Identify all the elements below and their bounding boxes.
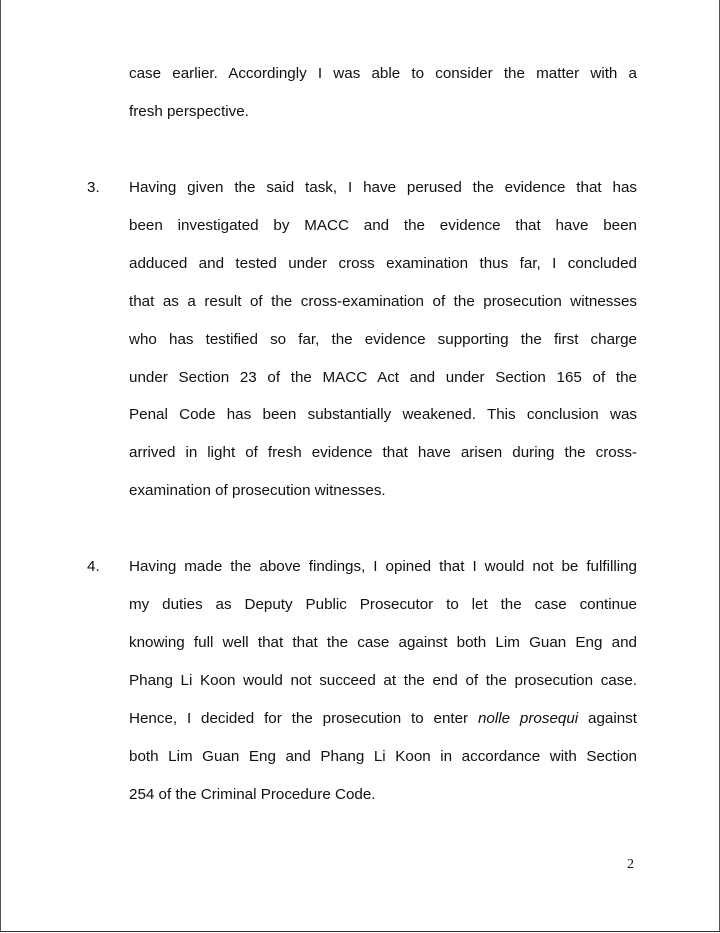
paragraph-number: 4.: [87, 558, 100, 575]
body-text-line: been investigated by MACC and the evidence that have been: [129, 217, 637, 234]
paragraph-number: 3.: [87, 179, 100, 196]
body-text-line: [129, 709, 637, 729]
body-text-line: Penal Code has been substantially weakened. This conclusion was: [129, 406, 637, 423]
body-text-line: adduced and tested under cross examination thus far, I concluded: [129, 255, 637, 272]
body-text-line: under Section 23 of the MACC Act and under Section 165 of the: [129, 369, 637, 386]
body-text-line: who has testified so far, the evidence supporting the first charge: [129, 331, 637, 348]
page-number: 2: [627, 857, 634, 872]
body-text-line: that as a result of the cross-examination of the prosecution witnesses: [129, 293, 637, 310]
body-text-line: knowing full well that that the case against both Lim Guan Eng and: [129, 634, 637, 651]
body-text-line: examination of prosecution witnesses.: [129, 482, 386, 499]
body-text-line: my duties as Deputy Public Prosecutor to let the case continue: [129, 596, 637, 613]
body-text-line: 254 of the Criminal Procedure Code.: [129, 786, 376, 803]
body-text-line: Phang Li Koon would not succeed at the end of the prosecution case.: [129, 672, 637, 689]
body-text-line: fresh perspective.: [129, 103, 249, 120]
body-text-line: Having given the said task, I have perused the evidence that has: [129, 179, 637, 196]
body-text-line: both Lim Guan Eng and Phang Li Koon in accordance with Section: [129, 748, 637, 765]
latin-term: nolle prosequi: [477, 710, 579, 727]
body-text-line: case earlier. Accordingly I was able to consider the matter with a: [129, 65, 637, 82]
text-segment: Hence, I decided for the prosecution to enter: [129, 710, 478, 727]
text-segment: against: [578, 710, 637, 727]
body-text-line: Having made the above findings, I opined that I would not be fulfilling: [129, 558, 637, 575]
body-text-line: arrived in light of fresh evidence that have arisen during the cross-: [129, 444, 637, 461]
